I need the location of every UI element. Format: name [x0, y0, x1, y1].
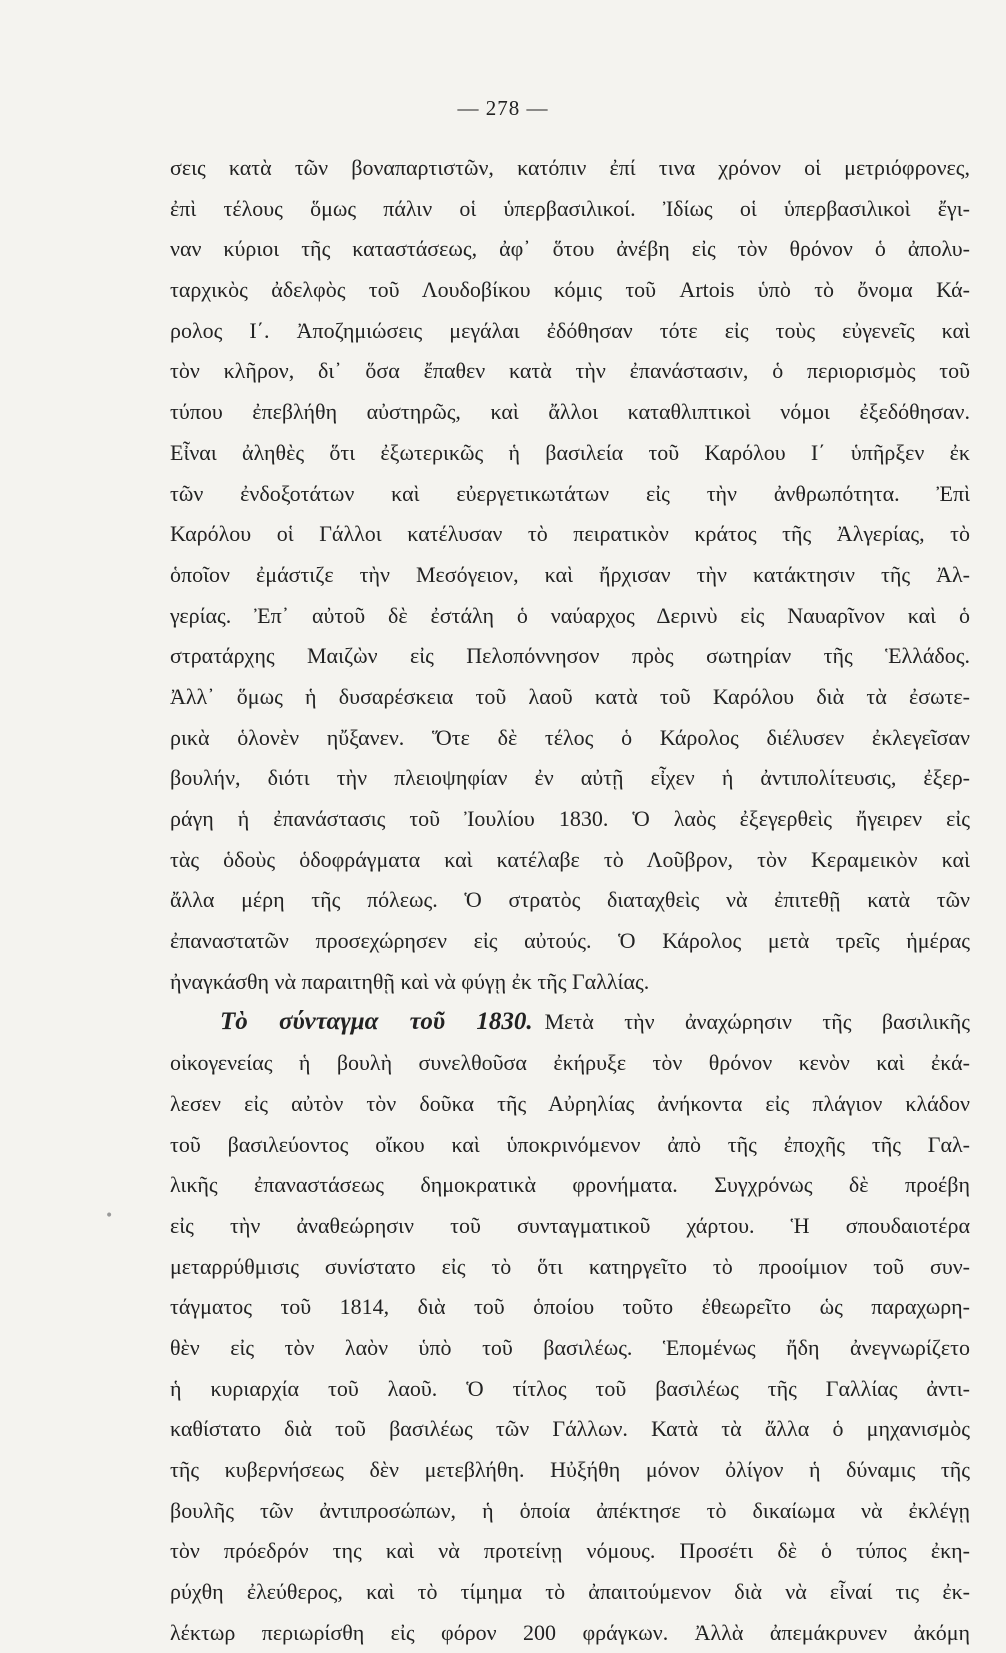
text-line: Εἶναι ἀληθὲς ὅτι ἐξωτερικῶς ἡ βασιλεία τοῦ Καρόλου Ι΄ ὑπῆρξεν ἐκ	[170, 439, 970, 465]
section-first-line-text: Μετὰ τὴν ἀναχώρησιν τῆς βασιλικῆς	[544, 1009, 971, 1035]
text-line: τύπου ἐπεβλήθη αὐστηρῶς, καὶ ἄλλοι καταθλιπτικοὶ νόμοι ἐξεδόθησαν.	[170, 399, 970, 425]
text-line: θὲν εἰς τὸν λαὸν ὑπὸ τοῦ βασιλέως. Ἑπομένως ἤδη ἀνεγνωρίζετο	[170, 1334, 970, 1360]
text-line: μεταρρύθμισις συνίστατο εἰς τὸ ὅτι κατηργεῖτο τὸ προοίμιον τοῦ συν-	[170, 1253, 970, 1279]
text-line: Ἀλλ᾽ ὅμως ἡ δυσαρέσκεια τοῦ λαοῦ κατὰ τοῦ Καρόλου διὰ τὰ ἐσωτε-	[170, 683, 970, 709]
text-line: ἐπαναστατῶν προσεχώρησεν εἰς αὐτούς. Ὁ Κάρολος μετὰ τρεῖς ἡμέρας	[170, 928, 970, 954]
text-line: τὸν κλῆρον, δι᾽ ὅσα ἔπαθεν κατὰ τὴν ἐπανάστασιν, ὁ περιορισμὸς τοῦ	[170, 358, 970, 384]
text-line: λεσεν εἰς αὐτὸν τὸν δοῦκα τῆς Αὐρηλίας ἀνήκοντα εἰς πλάγιον κλάδον	[170, 1090, 970, 1116]
text-line: ἡ κυριαρχία τοῦ λαοῦ. Ὁ τίτλος τοῦ βασιλέως τῆς Γαλλίας ἀντι-	[170, 1375, 970, 1401]
text-line: τῶν ἐνδοξοτάτων καὶ εὐεργετικωτάτων εἰς τὴν ἀνθρωπότητα. Ἐπὶ	[170, 480, 970, 506]
body-text	[170, 148, 970, 1653]
text-line: εἰς τὴν ἀναθεώρησιν τοῦ συνταγματικοῦ χάρτου. Ἡ σπουδαιοτέρα	[170, 1212, 970, 1238]
text-line: Καρόλου οἱ Γάλλοι κατέλυσαν τὸ πειρατικὸν κράτος τῆς Ἀλγερίας, τὸ	[170, 521, 970, 547]
text-line: βουλήν, διότι τὴν πλειοψηφίαν ἐν αὐτῇ εἶχεν ἡ ἀντιπολίτευσις, ἐξερ-	[170, 765, 970, 791]
page-number: — 278 —	[457, 96, 549, 120]
text-line: λικῆς ἐπαναστάσεως δημοκρατικὰ φρονήματα. Συγχρόνως δὲ προέβη	[170, 1172, 970, 1198]
text-line: λέκτωρ περιωρίσθη εἰς φόρον 200 φράγκων. Ἀλλὰ ἀπεμάκρυνεν ἀκόμη	[170, 1619, 970, 1645]
text-line: τάγματος τοῦ 1814, διὰ τοῦ ὁποίου τοῦτο ἐθεωρεῖτο ὡς παραχωρη-	[170, 1294, 970, 1320]
section-first-line	[170, 1002, 970, 1043]
text-line: βουλῆς τῶν ἀντιπροσώπων, ἡ ὁποία ἀπέκτησε τὸ δικαίωμα νὰ ἐκλέγῃ	[170, 1497, 970, 1523]
text-line: ρικὰ ὁλονὲν ηὔξανεν. Ὅτε δὲ τέλος ὁ Κάρολος διέλυσεν ἐκλεγεῖσαν	[170, 724, 970, 750]
text-line: τῆς κυβερνήσεως δὲν μετεβλήθη. Ηὐξήθη μόνον ὀλίγον ἡ δύναμις τῆς	[170, 1457, 970, 1482]
text-line: τὰς ὁδοὺς ὁδοφράγματα καὶ κατέλαβε τὸ Λοῦβρον, τὸν Κεραμεικὸν καὶ	[170, 846, 970, 872]
text-line: ἐπὶ τέλους ὅμως πάλιν οἱ ὑπερβασιλικοί. Ἰδίως οἱ ὑπερβασιλικοὶ ἔγι-	[170, 195, 970, 221]
text-line: γερίας. Ἐπ᾽ αὐτοῦ δὲ ἐστάλη ὁ ναύαρχος Δερινὺ εἰς Ναυαρῖνον καὶ ὁ	[170, 602, 970, 628]
text-line: ἄλλα μέρη τῆς πόλεως. Ὁ στρατὸς διαταχθεὶς νὰ ἐπιτεθῇ κατὰ τῶν	[170, 887, 970, 913]
text-line: ρύχθη ἐλεύθερος, καὶ τὸ τίμημα τὸ ἀπαιτούμενον διὰ νὰ εἶναί τις ἐκ-	[170, 1579, 970, 1605]
text-line: στρατάρχης Μαιζὼν εἰς Πελοπόννησον πρὸς σωτηρίαν τῆς Ἑλλάδος.	[170, 643, 970, 669]
text-line: τὸν πρόεδρόν της καὶ νὰ προτείνῃ νόμους. Προσέτι δὲ ὁ τύπος ἐκη-	[170, 1538, 970, 1564]
text-line: ὁποῖον ἐμάστιζε τὴν Μεσόγειον, καὶ ἤρχισαν τὴν κατάκτησιν τῆς Ἀλ-	[170, 561, 970, 587]
text-line: ναν κύριοι τῆς καταστάσεως, ἀφ᾽ ὅτου ἀνέβη εἰς τὸν θρόνον ὁ ἀπολυ-	[170, 236, 970, 262]
text-line: τοῦ βασιλεύοντος οἴκου καὶ ὑποκρινόμενον ἀπὸ τῆς ἐποχῆς τῆς Γαλ-	[170, 1131, 970, 1157]
text-line: σεις κατὰ τῶν βοναπαρτιστῶν, κατόπιν ἐπί τινα χρόνον οἱ μετριόφρονες,	[170, 155, 970, 180]
text-line: ἠναγκάσθη νὰ παραιτηθῇ καὶ νὰ φύγῃ ἐκ τῆς Γαλλίας.	[170, 968, 650, 994]
text-line: ρολος Ι΄. Ἀποζημιώσεις μεγάλαι ἐδόθησαν τότε εἰς τοὺς εὐγενεῖς καὶ	[170, 317, 970, 343]
margin-mark: •	[105, 1208, 114, 1224]
text-line: ράγη ἡ ἐπανάστασις τοῦ Ἰουλίου 1830. Ὁ λαὸς ἐξεγερθεὶς ἤγειρεν εἰς	[170, 806, 970, 831]
text-line: οἰκογενείας ἡ βουλὴ συνελθοῦσα ἐκήρυξε τὸν θρόνον κενὸν καὶ ἐκά-	[170, 1050, 970, 1076]
text-line: ταρχικὸς ἀδελφὸς τοῦ Λουδοβίκου κόμις τοῦ Artois ὑπὸ τὸ ὄνομα Κά-	[170, 277, 970, 303]
section-heading: Τὸ σύνταγμα τοῦ 1830.	[220, 1008, 533, 1036]
text-line: καθίστατο διὰ τοῦ βασιλέως τῶν Γάλλων. Κατὰ τὰ ἄλλα ὁ μηχανισμὸς	[170, 1416, 970, 1442]
